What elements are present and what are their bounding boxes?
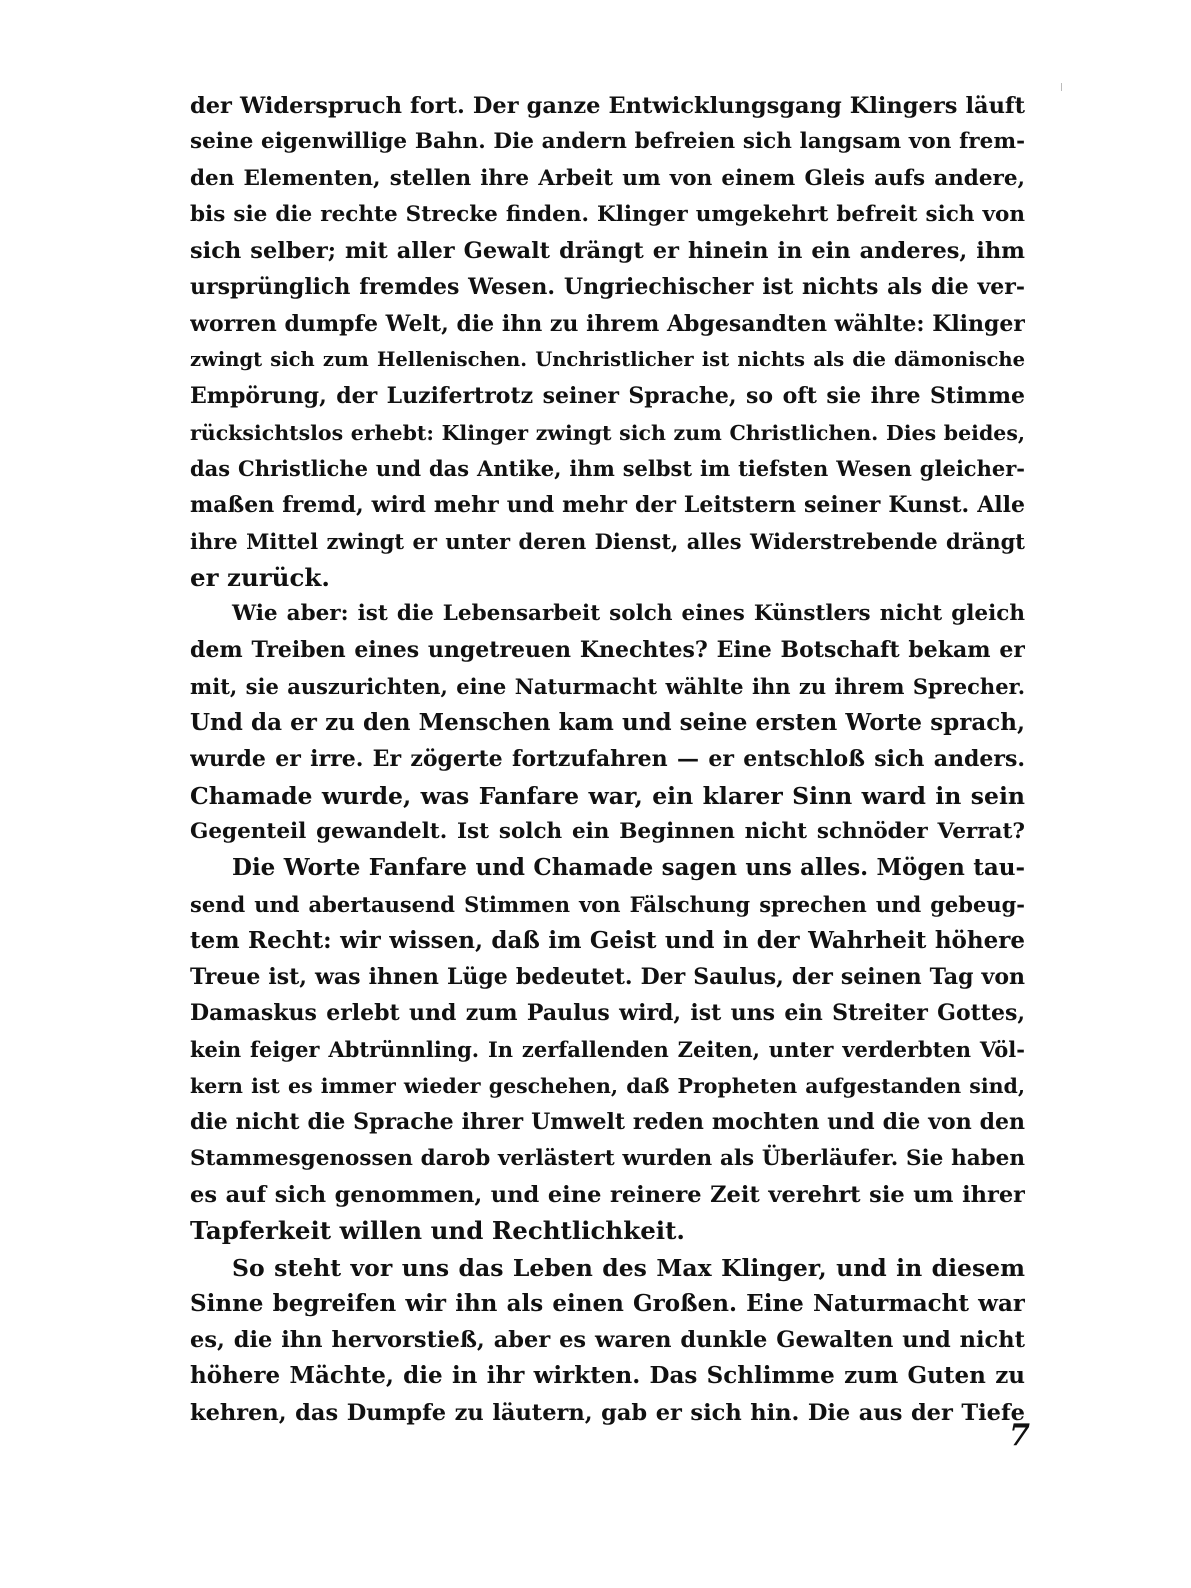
- body-text: [190, 88, 1025, 1431]
- text-line: zwingt sich zum Hellenischen. Unchristlicher ist nichts als die dämonische: [190, 348, 1025, 372]
- text-line: Wie aber: ist die Lebensarbeit solch eines Künstlers nicht gleich: [232, 601, 1025, 627]
- text-line: ursprünglich fremdes Wesen. Ungriechischer ist nichts als die ver-: [190, 274, 1025, 301]
- text-line: maßen fremd, wird mehr und mehr der Leitstern seiner Kunst. Alle: [190, 492, 1025, 519]
- text-line: Empörung, der Luzifertrotz seiner Sprache, so oft sie ihre Stimme: [190, 383, 1025, 410]
- text-line: sich selber; mit aller Gewalt drängt er hinein in ein anderes, ihm: [190, 238, 1025, 265]
- text-line: es, die ihn hervorstieß, aber es waren dunkle Gewalten und nicht: [190, 1327, 1025, 1354]
- text-line: rücksichtslos erhebt: Klinger zwingt sich zum Christlichen. Dies beides,: [190, 420, 1025, 445]
- text-line: So steht vor uns das Leben des Max Klinger, und in diesem: [232, 1253, 1025, 1282]
- text-line: den Elementen, stellen ihre Arbeit um von einem Gleis aufs andere,: [190, 165, 1025, 191]
- text-line: wurde er irre. Er zögerte fortzufahren — er entschloß sich anders.: [190, 746, 1025, 773]
- text-line: das Christliche und das Antike, ihm selbst im tiefsten Wesen gleicher-: [190, 455, 1025, 481]
- text-line: Chamade wurde, was Fanfare war, ein klarer Sinn ward in sein: [190, 781, 1025, 810]
- text-line: der Widerspruch fort. Der ganze Entwicklungsgang Klingers läuft: [190, 93, 1025, 119]
- text-line: kern ist es immer wieder geschehen, daß Propheten aufgestanden sind,: [190, 1074, 1025, 1099]
- paragraph: [190, 1250, 1025, 1431]
- paragraph: [190, 596, 1025, 850]
- text-line: send und abertausend Stimmen von Fälschung sprechen und gebeug-: [190, 891, 1025, 917]
- text-line: ihre Mittel zwingt er unter deren Dienst, alles Widerstrebende drängt: [190, 528, 1025, 554]
- text-line: Gegenteil gewandelt. Ist solch ein Beginnen nicht schnöder Verrat?: [190, 818, 1025, 844]
- text-line: seine eigenwillige Bahn. Die andern befreien sich langsam von frem-: [190, 129, 1025, 155]
- text-line: dem Treiben eines ungetreuen Knechtes? Eine Botschaft bekam er: [190, 637, 1025, 664]
- text-line: tem Recht: wir wissen, daß im Geist und in der Wahrheit höhere: [190, 926, 1025, 954]
- text-line: mit, sie auszurichten, eine Naturmacht wählte ihn zu ihrem Sprecher.: [190, 673, 1025, 699]
- text-line: die nicht die Sprache ihrer Umwelt reden mochten und die von den: [190, 1109, 1025, 1136]
- text-line: Damaskus erlebt und zum Paulus wird, ist uns ein Streiter Gottes,: [190, 1000, 1025, 1027]
- text-line: Tapferkeit willen und Rechtlichkeit.: [190, 1216, 685, 1246]
- text-line: Treue ist, was ihnen Lüge bedeutet. Der Saulus, der seinen Tag von: [190, 964, 1025, 991]
- text-line: Und da er zu den Menschen kam und seine ersten Worte sprach,: [190, 709, 1025, 737]
- paragraph: [190, 88, 1025, 596]
- text-line: es auf sich genommen, und eine reinere Zeit verehrt sie um ihrer: [190, 1181, 1025, 1208]
- scan-mark: [1061, 83, 1062, 91]
- text-line: Die Worte Fanfare und Chamade sagen uns alles. Mögen tau-: [232, 854, 1025, 882]
- page-number: 7: [1009, 1418, 1030, 1453]
- text-line: kein feiger Abtrünnling. In zerfallenden Zeiten, unter verderbten Völ-: [190, 1036, 1025, 1062]
- text-line: kehren, das Dumpfe zu läutern, gab er sich hin. Die aus der Tiefe: [190, 1399, 1025, 1426]
- text-line: Stammesgenossen darob verlästert wurden als Überläufer. Sie haben: [190, 1145, 1025, 1171]
- paragraph: [190, 850, 1025, 1249]
- text-line: worren dumpfe Welt, die ihn zu ihrem Abgesandten wählte: Klinger: [190, 310, 1025, 337]
- text-line: er zurück.: [190, 562, 330, 592]
- text-line: bis sie die rechte Strecke finden. Klinger umgekehrt befreit sich von: [190, 201, 1025, 227]
- text-line: Sinne begreifen wir ihn als einen Großen. Eine Naturmacht war: [190, 1289, 1025, 1317]
- text-line: höhere Mächte, die in ihr wirkten. Das Schlimme zum Guten zu: [190, 1362, 1025, 1390]
